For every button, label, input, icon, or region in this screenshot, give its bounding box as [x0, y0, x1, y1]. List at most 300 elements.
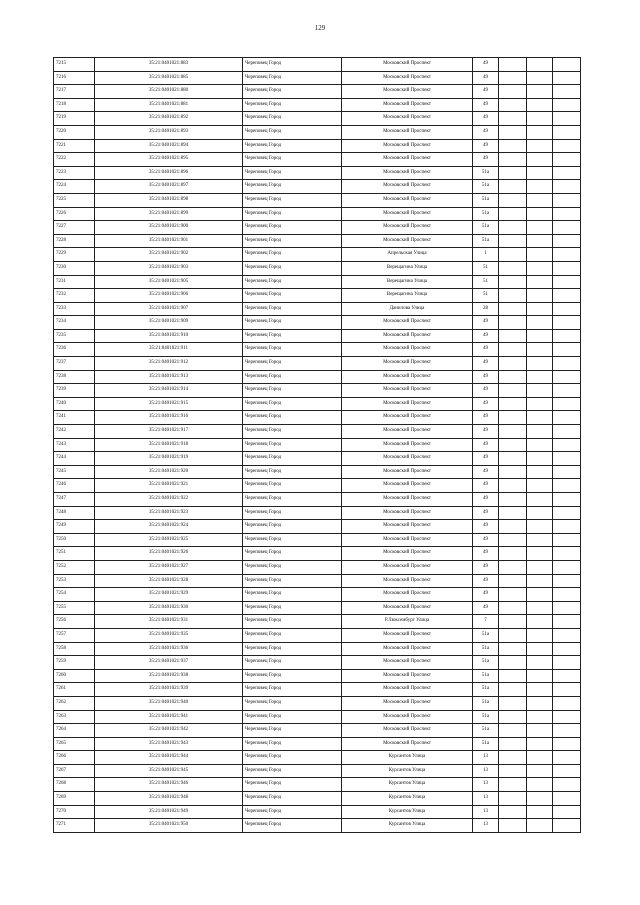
row-number-cell: 7222 — [54, 153, 95, 167]
city-cell: Череповец Город — [243, 357, 342, 371]
city-cell: Череповец Город — [243, 751, 342, 765]
street-cell: Московский Проспект — [342, 479, 473, 493]
row-number-cell: 7259 — [54, 656, 95, 670]
city-cell: Череповец Город — [243, 275, 342, 289]
row-number-cell: 7239 — [54, 384, 95, 398]
house-number-cell: 49 — [473, 58, 499, 72]
house-number-cell: 49 — [473, 329, 499, 343]
cadastral-number-cell: 35:21:0401021:924 — [95, 520, 243, 534]
cadastral-number-cell: 35:21:0401021:895 — [95, 153, 243, 167]
street-cell: Московский Проспект — [342, 316, 473, 330]
city-cell: Череповец Город — [243, 642, 342, 656]
house-number-cell: 13 — [473, 805, 499, 819]
table-row — [54, 669, 581, 683]
street-cell: Московский Проспект — [342, 683, 473, 697]
cadastral-number-cell: 35:21:0401021:900 — [95, 221, 243, 235]
row-number-cell: 7232 — [54, 289, 95, 303]
empty-cell — [527, 642, 553, 656]
row-number-cell: 7224 — [54, 180, 95, 194]
street-cell: Московский Проспект — [342, 112, 473, 126]
house-number-cell: 49 — [473, 384, 499, 398]
street-cell: Московский Проспект — [342, 411, 473, 425]
street-cell: Московский Проспект — [342, 343, 473, 357]
cadastral-number-cell: 35:21:0401021:911 — [95, 343, 243, 357]
table-row — [54, 438, 581, 452]
street-cell: Курсантов Улица — [342, 805, 473, 819]
city-cell: Череповец Город — [243, 58, 342, 72]
city-cell: Череповец Город — [243, 628, 342, 642]
city-cell: Череповец Город — [243, 547, 342, 561]
empty-cell — [527, 465, 553, 479]
house-number-cell: 49 — [473, 98, 499, 112]
street-cell: Московский Проспект — [342, 221, 473, 235]
street-cell: Московский Проспект — [342, 452, 473, 466]
city-cell: Череповец Город — [243, 710, 342, 724]
page-number: 129 — [314, 24, 326, 32]
cadastral-number-cell: 35:21:0401021:905 — [95, 275, 243, 289]
table-row — [54, 411, 581, 425]
street-cell: Московский Проспект — [342, 560, 473, 574]
empty-cell — [553, 316, 581, 330]
empty-cell — [553, 302, 581, 316]
row-number-cell: 7271 — [54, 819, 95, 833]
empty-cell — [527, 452, 553, 466]
house-number-cell: 13 — [473, 751, 499, 765]
empty-cell — [553, 778, 581, 792]
empty-cell — [553, 533, 581, 547]
empty-cell — [527, 547, 553, 561]
row-number-cell: 7249 — [54, 520, 95, 534]
table-row — [54, 493, 581, 507]
empty-cell — [499, 479, 527, 493]
table-row — [54, 710, 581, 724]
house-number-cell: 51а — [473, 737, 499, 751]
table-row — [54, 574, 581, 588]
city-cell: Череповец Город — [243, 574, 342, 588]
city-cell: Череповец Город — [243, 560, 342, 574]
row-number-cell: 7261 — [54, 683, 95, 697]
empty-cell — [553, 98, 581, 112]
row-number-cell: 7226 — [54, 207, 95, 221]
empty-cell — [553, 207, 581, 221]
house-number-cell: 49 — [473, 452, 499, 466]
empty-cell — [499, 125, 527, 139]
cadastral-number-cell: 35:21:0401021:922 — [95, 493, 243, 507]
empty-cell — [553, 737, 581, 751]
street-cell: Московский Проспект — [342, 329, 473, 343]
house-number-cell: 51а — [473, 656, 499, 670]
empty-cell — [527, 411, 553, 425]
street-cell: Верещагина Улица — [342, 275, 473, 289]
cadastral-number-cell: 35:21:0401021:901 — [95, 234, 243, 248]
empty-cell — [527, 58, 553, 72]
row-number-cell: 7264 — [54, 724, 95, 738]
house-number-cell: 49 — [473, 125, 499, 139]
street-cell: Московский Проспект — [342, 588, 473, 602]
empty-cell — [553, 357, 581, 371]
table-row — [54, 683, 581, 697]
cadastral-number-cell: 35:21:0401021:897 — [95, 180, 243, 194]
empty-cell — [553, 125, 581, 139]
empty-cell — [527, 384, 553, 398]
cadastral-number-cell: 35:21:0401021:916 — [95, 411, 243, 425]
empty-cell — [527, 139, 553, 153]
row-number-cell: 7247 — [54, 493, 95, 507]
empty-cell — [499, 465, 527, 479]
row-number-cell: 7219 — [54, 112, 95, 126]
empty-cell — [527, 207, 553, 221]
table-row — [54, 85, 581, 99]
empty-cell — [499, 289, 527, 303]
empty-cell — [499, 751, 527, 765]
table-row — [54, 642, 581, 656]
empty-cell — [553, 193, 581, 207]
street-cell: Московский Проспект — [342, 425, 473, 439]
house-number-cell: 49 — [473, 425, 499, 439]
house-number-cell: 49 — [473, 588, 499, 602]
house-number-cell: 13 — [473, 819, 499, 833]
city-cell: Череповец Город — [243, 778, 342, 792]
street-cell: Московский Проспект — [342, 153, 473, 167]
empty-cell — [499, 316, 527, 330]
row-number-cell: 7230 — [54, 261, 95, 275]
empty-cell — [499, 193, 527, 207]
house-number-cell: 49 — [473, 343, 499, 357]
empty-cell — [527, 792, 553, 806]
empty-cell — [553, 85, 581, 99]
table-row — [54, 261, 581, 275]
empty-cell — [499, 139, 527, 153]
table-row — [54, 316, 581, 330]
city-cell: Череповец Город — [243, 112, 342, 126]
empty-cell — [553, 397, 581, 411]
street-cell: Московский Проспект — [342, 193, 473, 207]
row-number-cell: 7233 — [54, 302, 95, 316]
cadastral-number-cell: 35:21:0401021:918 — [95, 438, 243, 452]
row-number-cell: 7241 — [54, 411, 95, 425]
table-row — [54, 465, 581, 479]
empty-cell — [527, 85, 553, 99]
empty-cell — [553, 248, 581, 262]
city-cell: Череповец Город — [243, 370, 342, 384]
row-number-cell: 7221 — [54, 139, 95, 153]
street-cell: Московский Проспект — [342, 438, 473, 452]
street-cell: Московский Проспект — [342, 656, 473, 670]
city-cell: Череповец Город — [243, 819, 342, 833]
house-number-cell: 49 — [473, 438, 499, 452]
house-number-cell: 49 — [473, 533, 499, 547]
cadastral-number-cell: 35:21:0401021:926 — [95, 547, 243, 561]
cadastral-number-cell: 35:21:0401021:949 — [95, 805, 243, 819]
street-cell: Московский Проспект — [342, 710, 473, 724]
house-number-cell: 51а — [473, 724, 499, 738]
house-number-cell: 49 — [473, 601, 499, 615]
empty-cell — [553, 275, 581, 289]
street-cell: Московский Проспект — [342, 384, 473, 398]
row-number-cell: 7240 — [54, 397, 95, 411]
empty-cell — [553, 792, 581, 806]
cadastral-number-cell: 35:21:0401021:925 — [95, 533, 243, 547]
empty-cell — [527, 737, 553, 751]
empty-cell — [527, 479, 553, 493]
house-number-cell: 51а — [473, 234, 499, 248]
row-number-cell: 7262 — [54, 696, 95, 710]
empty-cell — [553, 465, 581, 479]
city-cell: Череповец Город — [243, 805, 342, 819]
cadastral-number-cell: 35:21:0401021:909 — [95, 316, 243, 330]
city-cell: Череповец Город — [243, 234, 342, 248]
table-row — [54, 425, 581, 439]
table-row — [54, 656, 581, 670]
street-cell: Курсантов Улица — [342, 792, 473, 806]
table-row — [54, 370, 581, 384]
table-row — [54, 289, 581, 303]
empty-cell — [527, 343, 553, 357]
empty-cell — [553, 819, 581, 833]
row-number-cell: 7235 — [54, 329, 95, 343]
street-cell: Московский Проспект — [342, 642, 473, 656]
empty-cell — [527, 316, 553, 330]
city-cell: Череповец Город — [243, 329, 342, 343]
empty-cell — [527, 819, 553, 833]
street-cell: Московский Проспект — [342, 166, 473, 180]
row-number-cell: 7248 — [54, 506, 95, 520]
table-row — [54, 696, 581, 710]
cadastral-number-cell: 35:21:0401021:896 — [95, 166, 243, 180]
empty-cell — [499, 275, 527, 289]
house-number-cell: 51 — [473, 261, 499, 275]
cadastral-number-cell: 35:21:0401021:930 — [95, 601, 243, 615]
city-cell: Череповец Город — [243, 180, 342, 194]
street-cell: Московский Проспект — [342, 98, 473, 112]
city-cell: Череповец Город — [243, 343, 342, 357]
empty-cell — [527, 180, 553, 194]
empty-cell — [527, 506, 553, 520]
table-body — [54, 58, 581, 833]
street-cell: Московский Проспект — [342, 85, 473, 99]
street-cell: Курсантов Улица — [342, 764, 473, 778]
table-row — [54, 384, 581, 398]
cadastral-number-cell: 35:21:0401021:921 — [95, 479, 243, 493]
table-row — [54, 628, 581, 642]
house-number-cell: 51а — [473, 193, 499, 207]
house-number-cell: 49 — [473, 357, 499, 371]
city-cell: Череповец Город — [243, 792, 342, 806]
cadastral-number-cell: 35:21:0401021:907 — [95, 302, 243, 316]
cadastral-number-cell: 35:21:0401021:950 — [95, 819, 243, 833]
street-cell: Московский Проспект — [342, 180, 473, 194]
street-cell: Московский Проспект — [342, 506, 473, 520]
empty-cell — [527, 615, 553, 629]
house-number-cell: 49 — [473, 153, 499, 167]
house-number-cell: 51 — [473, 289, 499, 303]
row-number-cell: 7255 — [54, 601, 95, 615]
table-row — [54, 533, 581, 547]
empty-cell — [527, 221, 553, 235]
cadastral-number-cell: 35:21:0401021:946 — [95, 778, 243, 792]
empty-cell — [499, 221, 527, 235]
empty-cell — [527, 397, 553, 411]
row-number-cell: 7268 — [54, 778, 95, 792]
empty-cell — [527, 193, 553, 207]
row-number-cell: 7251 — [54, 547, 95, 561]
empty-cell — [499, 207, 527, 221]
city-cell: Череповец Город — [243, 438, 342, 452]
empty-cell — [527, 329, 553, 343]
city-cell: Череповец Город — [243, 696, 342, 710]
cadastral-number-cell: 35:21:0401021:938 — [95, 669, 243, 683]
city-cell: Череповец Город — [243, 479, 342, 493]
empty-cell — [527, 724, 553, 738]
cadastral-number-cell: 35:21:0401021:936 — [95, 642, 243, 656]
cadastral-number-cell: 35:21:0401021:940 — [95, 696, 243, 710]
empty-cell — [527, 493, 553, 507]
empty-cell — [553, 724, 581, 738]
empty-cell — [553, 479, 581, 493]
empty-cell — [527, 289, 553, 303]
table-row — [54, 153, 581, 167]
city-cell: Череповец Город — [243, 316, 342, 330]
row-number-cell: 7245 — [54, 465, 95, 479]
row-number-cell: 7254 — [54, 588, 95, 602]
cadastral-number-cell: 35:21:0401021:943 — [95, 737, 243, 751]
empty-cell — [527, 778, 553, 792]
empty-cell — [553, 166, 581, 180]
empty-cell — [499, 778, 527, 792]
empty-cell — [499, 343, 527, 357]
cadastral-number-cell: 35:21:0401021:881 — [95, 98, 243, 112]
empty-cell — [527, 357, 553, 371]
house-number-cell: 49 — [473, 85, 499, 99]
city-cell: Череповец Город — [243, 193, 342, 207]
empty-cell — [553, 58, 581, 72]
empty-cell — [499, 112, 527, 126]
table-row — [54, 397, 581, 411]
empty-cell — [553, 520, 581, 534]
empty-cell — [553, 656, 581, 670]
city-cell: Череповец Город — [243, 125, 342, 139]
table-row — [54, 724, 581, 738]
table-row — [54, 193, 581, 207]
empty-cell — [527, 425, 553, 439]
street-cell: Московский Проспект — [342, 465, 473, 479]
empty-cell — [527, 71, 553, 85]
street-cell: Московский Проспект — [342, 397, 473, 411]
row-number-cell: 7270 — [54, 805, 95, 819]
cadastral-number-cell: 35:21:0401021:885 — [95, 71, 243, 85]
empty-cell — [527, 125, 553, 139]
street-cell: Московский Проспект — [342, 628, 473, 642]
cadastral-number-cell: 35:21:0401021:919 — [95, 452, 243, 466]
empty-cell — [499, 724, 527, 738]
street-cell: Апрельская Улица — [342, 248, 473, 262]
cadastral-number-cell: 35:21:0401021:894 — [95, 139, 243, 153]
empty-cell — [527, 533, 553, 547]
city-cell: Череповец Город — [243, 724, 342, 738]
house-number-cell: 13 — [473, 792, 499, 806]
street-cell: Московский Проспект — [342, 669, 473, 683]
empty-cell — [527, 98, 553, 112]
empty-cell — [527, 696, 553, 710]
empty-cell — [553, 560, 581, 574]
table-row — [54, 207, 581, 221]
cadastral-number-cell: 35:21:0401021:913 — [95, 370, 243, 384]
empty-cell — [499, 574, 527, 588]
cadastral-number-cell: 35:21:0401021:944 — [95, 751, 243, 765]
empty-cell — [499, 601, 527, 615]
table-row — [54, 71, 581, 85]
street-cell: Р.Люксембург Улица — [342, 615, 473, 629]
house-number-cell: 28 — [473, 302, 499, 316]
empty-cell — [553, 628, 581, 642]
city-cell: Череповец Город — [243, 669, 342, 683]
city-cell: Череповец Город — [243, 656, 342, 670]
row-number-cell: 7228 — [54, 234, 95, 248]
empty-cell — [527, 656, 553, 670]
empty-cell — [499, 438, 527, 452]
row-number-cell: 7220 — [54, 125, 95, 139]
empty-cell — [499, 411, 527, 425]
row-number-cell: 7246 — [54, 479, 95, 493]
empty-cell — [553, 574, 581, 588]
cadastral-number-cell: 35:21:0401021:914 — [95, 384, 243, 398]
row-number-cell: 7234 — [54, 316, 95, 330]
empty-cell — [527, 112, 553, 126]
table-row — [54, 329, 581, 343]
empty-cell — [527, 275, 553, 289]
empty-cell — [499, 425, 527, 439]
row-number-cell: 7253 — [54, 574, 95, 588]
city-cell: Череповец Город — [243, 764, 342, 778]
table-row — [54, 302, 581, 316]
cadastral-number-cell: 35:21:0401021:883 — [95, 58, 243, 72]
house-number-cell: 51а — [473, 166, 499, 180]
city-cell: Череповец Город — [243, 85, 342, 99]
table-row — [54, 751, 581, 765]
city-cell: Череповец Город — [243, 98, 342, 112]
table-row — [54, 248, 581, 262]
empty-cell — [527, 520, 553, 534]
empty-cell — [553, 221, 581, 235]
empty-cell — [499, 58, 527, 72]
empty-cell — [499, 588, 527, 602]
street-cell: Курсантов Улица — [342, 778, 473, 792]
empty-cell — [553, 452, 581, 466]
row-number-cell: 7269 — [54, 792, 95, 806]
empty-cell — [553, 615, 581, 629]
empty-cell — [553, 180, 581, 194]
empty-cell — [499, 261, 527, 275]
row-number-cell: 7257 — [54, 628, 95, 642]
empty-cell — [499, 520, 527, 534]
empty-cell — [527, 751, 553, 765]
row-number-cell: 7229 — [54, 248, 95, 262]
cadastral-number-cell: 35:21:0401021:910 — [95, 329, 243, 343]
city-cell: Череповец Город — [243, 221, 342, 235]
street-cell: Московский Проспект — [342, 737, 473, 751]
street-cell: Московский Проспект — [342, 601, 473, 615]
empty-cell — [553, 669, 581, 683]
city-cell: Череповец Город — [243, 506, 342, 520]
house-number-cell: 51 — [473, 275, 499, 289]
row-number-cell: 7225 — [54, 193, 95, 207]
house-number-cell: 51а — [473, 710, 499, 724]
street-cell: Московский Проспект — [342, 207, 473, 221]
empty-cell — [553, 601, 581, 615]
empty-cell — [499, 560, 527, 574]
house-number-cell: 51а — [473, 696, 499, 710]
empty-cell — [553, 139, 581, 153]
